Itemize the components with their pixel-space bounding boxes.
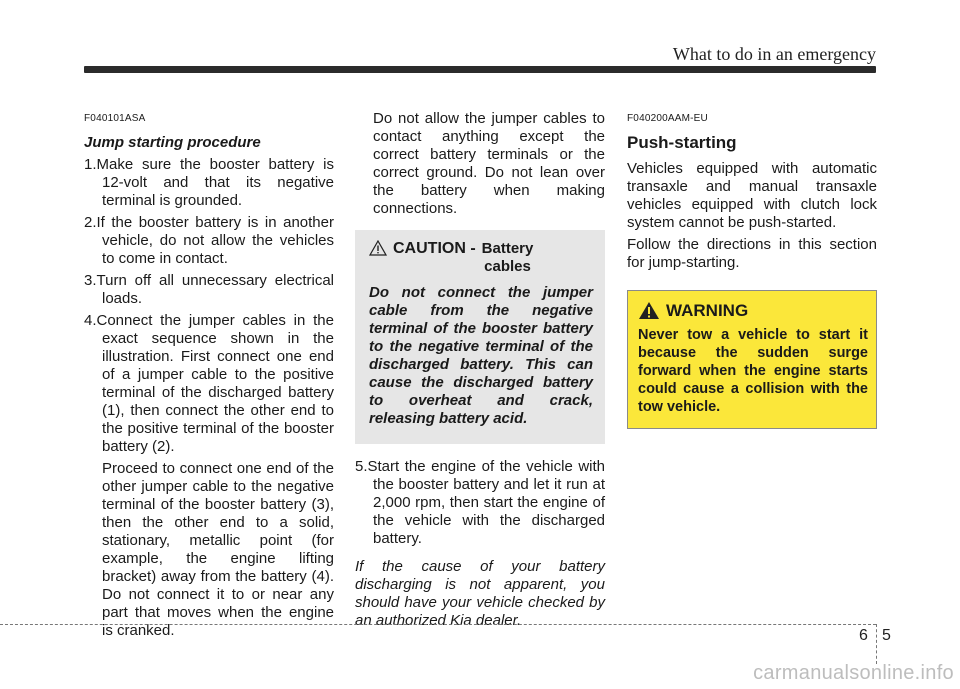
footer-rule <box>0 624 876 625</box>
list-item: 1.Make sure the booster battery is 12-volt and that its negative terminal is grounded. <box>84 156 334 209</box>
caution-subtitle <box>482 240 534 276</box>
list-item: 2.If the booster battery is in another vehicle, do not allow the vehicles to come in contact. <box>84 214 334 267</box>
paragraph: Do not allow the jumper cables to contact anything except the correct battery terminals or the correct ground. Do not lean over the battery when making connections. <box>373 110 605 217</box>
caution-header <box>369 240 593 276</box>
watermark: carmanualsonline.info <box>753 662 954 684</box>
warning-header <box>638 301 868 320</box>
warning-title: WARNING <box>666 300 749 320</box>
page-number: 5 <box>882 627 891 644</box>
column-left <box>84 110 334 644</box>
section-heading: Push-starting <box>627 133 737 152</box>
caution-box <box>355 230 605 444</box>
paragraph: Proceed to connect one end of the other jumper cable to the negative terminal of the booster battery (3), then the other end to a solid, stationary, metallic point (for example, the engine lifting bracket) away from the battery (4). Do not connect it to or near any part that moves when the engine is cranked. <box>102 460 334 639</box>
section-heading: Jump starting procedure <box>84 134 261 151</box>
paragraph: Follow the directions in this section for jump-starting. <box>627 236 877 271</box>
caution-subtitle-line1: Battery <box>481 240 534 257</box>
chapter-number: 6 <box>859 627 868 644</box>
caution-triangle-icon <box>369 240 387 256</box>
list-item: 4.Connect the jumper cables in the exact sequence shown in the illustration. First connect one end of a jumper cable to the positive terminal of the discharged battery (1), then connect the other end to the positive terminal of the booster battery (2). <box>84 312 334 455</box>
section-code: F040200AAM-EU <box>627 113 708 124</box>
warning-triangle-icon <box>638 301 660 320</box>
page-number-separator <box>876 624 877 664</box>
caution-subtitle-line2: cables <box>484 258 531 275</box>
header-rule <box>84 66 876 73</box>
section-code: F040101ASA <box>84 113 146 124</box>
column-middle <box>355 110 605 630</box>
warning-body: Never tow a vehicle to start it because the sudden surge forward when the engine starts could cause a collision with the tow vehicle. <box>638 327 868 415</box>
caution-title: CAUTION - <box>393 240 476 257</box>
list-item: 5.Start the engine of the vehicle with the booster battery and let it run at 2,000 rpm, then start the engine of the vehicle with the discharged battery. <box>355 458 605 547</box>
warning-box <box>627 290 877 429</box>
section-title: What to do in an emergency <box>672 44 876 64</box>
caution-body: Do not connect the jumper cable from the negative terminal of the booster battery to the negative terminal of the discharged battery. This can cause the discharged battery to overheat and crack, releasing battery acid. <box>369 284 593 427</box>
list-item: 3.Turn off all unnecessary electrical loads. <box>84 272 334 307</box>
column-right <box>627 110 877 429</box>
paragraph: Vehicles equipped with automatic transaxle and manual transaxle vehicles equipped with clutch lock system cannot be push-started. <box>627 160 877 231</box>
note-text: If the cause of your battery discharging is not apparent, you should have your vehicle checked by an authorized Kia dealer. <box>355 558 605 629</box>
